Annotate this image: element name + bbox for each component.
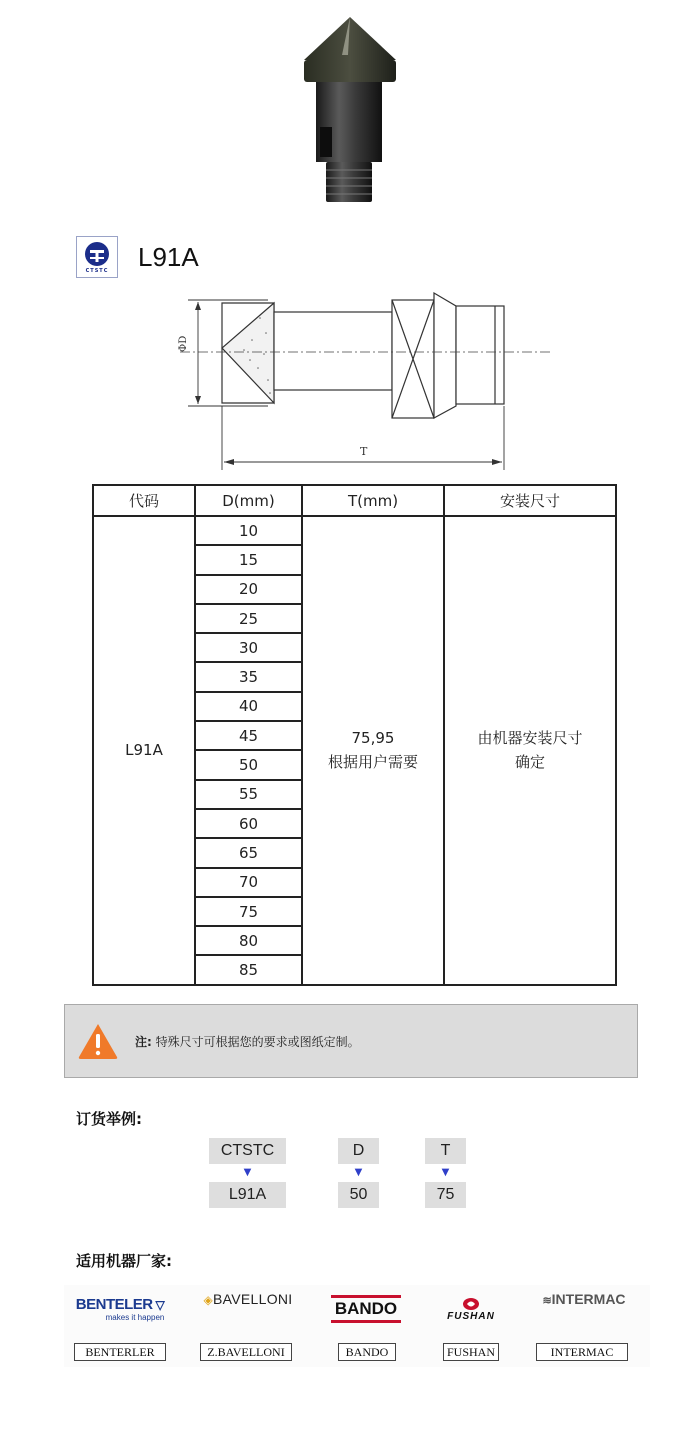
header-install: 安装尺寸 bbox=[444, 485, 616, 516]
t-value-line2: 根据用户需要 bbox=[327, 753, 418, 772]
intermac-logo-text: INTERMAC bbox=[551, 1291, 626, 1307]
order-t-value: 75 bbox=[425, 1182, 466, 1208]
bando-logo-text: BANDO bbox=[331, 1295, 401, 1323]
install-line1: 由机器安装尺寸 bbox=[477, 729, 583, 748]
header-code: 代码 bbox=[93, 485, 195, 516]
d-value-cell: 65 bbox=[195, 838, 302, 867]
d-value-cell: 80 bbox=[195, 926, 302, 955]
d-value-cell: 85 bbox=[195, 955, 302, 984]
warning-icon bbox=[77, 1022, 119, 1060]
order-d-value: 50 bbox=[338, 1182, 379, 1208]
bavelloni-logo bbox=[192, 1279, 304, 1319]
brand-bavelloni bbox=[192, 1285, 304, 1367]
brand-strip bbox=[64, 1285, 650, 1367]
length-label: T bbox=[360, 445, 368, 458]
code-cell: L91A bbox=[93, 516, 195, 985]
diameter-label: ΦD bbox=[178, 335, 189, 352]
brand-fushan bbox=[438, 1285, 504, 1367]
note-box bbox=[64, 1004, 638, 1078]
bando-logo bbox=[326, 1289, 406, 1329]
t-value-line1: 75,95 bbox=[351, 729, 395, 748]
brand-label-bavelloni: Z.BAVELLONI bbox=[200, 1343, 292, 1361]
t-value-cell bbox=[302, 516, 444, 985]
brand-label-bando: BANDO bbox=[338, 1343, 396, 1361]
company-logo bbox=[76, 236, 118, 278]
order-d-label: D bbox=[338, 1138, 379, 1164]
brand-benteler bbox=[64, 1285, 176, 1367]
brand-label-fushan: FUSHAN bbox=[443, 1343, 499, 1361]
table-header-row bbox=[93, 485, 616, 516]
brand-bando bbox=[326, 1285, 406, 1367]
table-row bbox=[93, 516, 616, 545]
order-example-title: 订货举例: bbox=[76, 1110, 142, 1128]
manufacturers-title: 适用机器厂家: bbox=[76, 1252, 172, 1270]
header-t: T(mm) bbox=[302, 485, 444, 516]
note-text bbox=[135, 1033, 360, 1050]
d-value-cell: 60 bbox=[195, 809, 302, 838]
d-value-cell: 75 bbox=[195, 897, 302, 926]
logo-text: CTSTC bbox=[85, 267, 109, 274]
benteler-logo-text: BENTELER bbox=[75, 1296, 153, 1313]
benteler-mark-icon: ▽ bbox=[152, 1298, 165, 1312]
d-value-cell: 45 bbox=[195, 721, 302, 750]
d-value-cell: 20 bbox=[195, 575, 302, 604]
fushan-mark-icon bbox=[461, 1297, 481, 1311]
intermac-logo bbox=[526, 1279, 642, 1319]
order-code-label: CTSTC bbox=[209, 1138, 286, 1164]
note-prefix: 注: bbox=[135, 1034, 152, 1049]
d-value-cell: 25 bbox=[195, 604, 302, 633]
intermac-mark-icon: ≋ bbox=[542, 1295, 552, 1307]
header-d: D(mm) bbox=[195, 485, 302, 516]
brand-intermac bbox=[526, 1285, 642, 1367]
d-value-cell: 10 bbox=[195, 516, 302, 545]
note-body: 特殊尺寸可根据您的要求或图纸定制。 bbox=[155, 1034, 360, 1049]
benteler-tagline: makes it happen bbox=[105, 1313, 165, 1322]
d-value-cell: 70 bbox=[195, 868, 302, 897]
install-cell bbox=[444, 516, 616, 985]
d-value-cell: 35 bbox=[195, 662, 302, 691]
brand-label-benteler: BENTERLER bbox=[74, 1343, 166, 1361]
down-arrow-icon: ▼ bbox=[243, 1167, 252, 1178]
d-value-cell: 55 bbox=[195, 780, 302, 809]
technical-drawing bbox=[140, 288, 560, 473]
d-value-cell: 40 bbox=[195, 692, 302, 721]
bavelloni-logo-text: BAVELLONI bbox=[213, 1291, 293, 1307]
logo-emblem-icon bbox=[84, 241, 110, 267]
down-arrow-icon: ▼ bbox=[354, 1167, 363, 1178]
brand-label-intermac: INTERMAC bbox=[536, 1343, 628, 1361]
order-t-label: T bbox=[425, 1138, 466, 1164]
fushan-logo bbox=[438, 1289, 504, 1329]
model-title: L91A bbox=[138, 241, 199, 272]
order-code-value: L91A bbox=[209, 1182, 286, 1208]
d-value-cell: 30 bbox=[195, 633, 302, 662]
spec-table bbox=[92, 484, 617, 986]
title-row bbox=[76, 236, 199, 278]
benteler-logo bbox=[64, 1289, 176, 1329]
d-value-cell: 50 bbox=[195, 750, 302, 779]
bavelloni-mark-icon: ◈ bbox=[203, 1293, 214, 1307]
fushan-logo-text: FUSHAN bbox=[447, 1310, 495, 1322]
install-line2: 确定 bbox=[514, 753, 545, 772]
down-arrow-icon: ▼ bbox=[441, 1167, 450, 1178]
d-value-cell: 15 bbox=[195, 545, 302, 574]
product-photo bbox=[290, 15, 410, 210]
